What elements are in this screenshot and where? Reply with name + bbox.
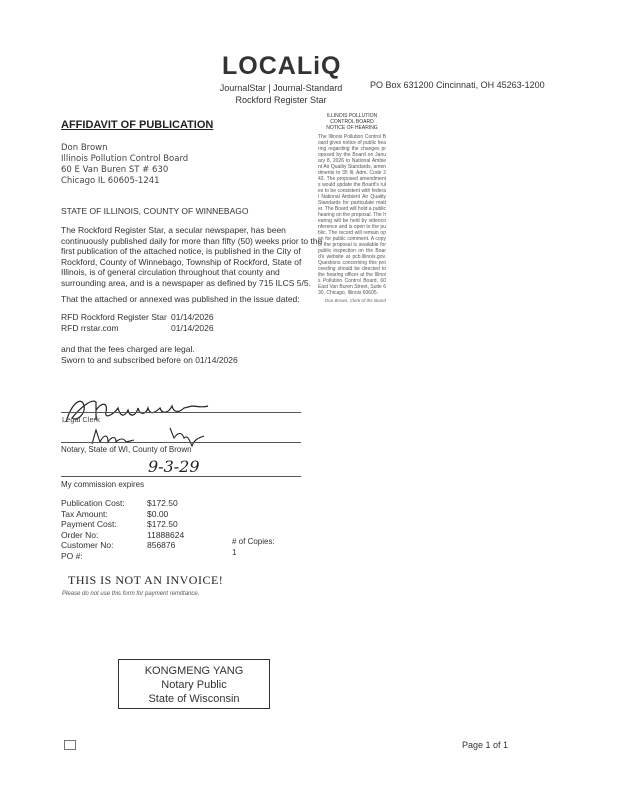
notice-title-line: ILLINOIS POLLUTION: [326, 113, 378, 119]
cost-label: Publication Cost:: [61, 498, 125, 508]
issue-date: 01/14/2026: [171, 322, 214, 333]
recipient-name: Don Brown: [61, 143, 108, 153]
affidavit-title: AFFIDAVIT OF PUBLICATION: [61, 119, 214, 131]
copies-info: [232, 537, 275, 558]
recipient-org: Illinois Pollution Control Board: [61, 154, 189, 164]
cost-label: Payment Cost:: [61, 519, 117, 529]
commission-line: [61, 476, 301, 477]
cost-value: 11888624: [147, 529, 185, 540]
cost-row: [61, 498, 178, 509]
recipient-city: Chicago IL 60605-1241: [61, 176, 160, 186]
payment-remittance-note: Please do not use this form for payment remittance.: [62, 591, 200, 597]
stamp-name: KONGMENG YANG: [144, 665, 244, 677]
document-corner-icon: [64, 740, 76, 750]
cost-row: [61, 551, 125, 562]
cost-row: [61, 519, 178, 530]
issue-name: RFD rrstar.com: [61, 322, 119, 333]
issue-dated-line: That the attached or annexed was published in the issue dated:: [61, 294, 300, 304]
notary-label: Notary, State of WI, County of Brown: [61, 445, 192, 454]
notary-signature-line: [61, 442, 301, 443]
publications-line-1: JournalStar | Journal-Standard: [219, 83, 343, 93]
cost-label: Order No:: [61, 529, 99, 540]
stamp-state: State of Wisconsin: [148, 693, 240, 705]
copies-value: 1: [232, 547, 237, 557]
publication-statement: The Rockford Register Star, a secular newspaper, has been continuously published daily for more than fifty (50) weeks prior to the first publication of the attached notice, is published in the City of Rockford, County of Winnebago, Township of Rockford, State of Illinois, is of general circulation throughout that county and surrounding area, and is a newspaper as defined by 715 ILCS 5/5.: [61, 225, 323, 288]
publications-line-2: Rockford Register Star: [235, 95, 327, 105]
cost-value: $172.50: [147, 519, 178, 529]
issue-date: 01/14/2026: [171, 312, 214, 322]
legal-notice-clipping: [318, 113, 386, 571]
notice-title-line: CONTROL BOARD: [330, 119, 374, 125]
issue-row: [61, 322, 214, 334]
state-county-line: STATE OF ILLINOIS, COUNTY OF WINNEBAGO: [61, 206, 249, 216]
recipient-address: [61, 143, 188, 187]
recipient-street: 60 E Van Buren ST # 630: [61, 165, 169, 175]
legal-clerk-label: Legal Clerk: [62, 415, 100, 424]
fees-legal-line: and that the fees charged are legal.: [61, 344, 195, 354]
handwritten-commission-date: 9-3-29: [148, 457, 200, 476]
cost-value: $172.50: [147, 498, 178, 508]
cost-label: PO #:: [61, 550, 83, 561]
notary-stamp: [118, 659, 270, 709]
cost-row: [61, 529, 185, 541]
clerk-signature-line: [61, 412, 301, 413]
issue-name: RFD Rockford Register Star: [61, 312, 167, 322]
copies-label: # of Copies:: [232, 537, 275, 546]
localiq-logo: LOCALiQ: [222, 52, 342, 80]
fees-statement: [61, 344, 238, 365]
notice-body: The Illinois Pollution Control Board gives notice of public hearing regarding the changes proposed by the Board on January 8, 2026 to National Ambient Air Quality Standards, amendments to 35 Ill. Adm. Code 243. The proposed amendments would update the Board's rules to be consistent with federal National Ambient Air Quality Standards for particulate matter. The Board will hold a public hearing on the proposal. The hearing will be held by videoconference and is open to the public. The record will remain open for public comment. A copy of the proposal is available for public inspection on the Board's website at pcb.illinois.gov. Questions concerning this proceeding should be directed to the hearing officer at the Illinois Pollution Control Board, 60 East Van Buren Street, Suite 630, Chicago, Illinois 60605.: [318, 134, 386, 296]
commission-label: My commission expires: [61, 480, 145, 489]
cost-value: $0.00: [147, 508, 169, 519]
cost-summary: [61, 498, 185, 561]
cost-row: [61, 508, 169, 520]
cost-label: Tax Amount:: [61, 508, 108, 519]
notice-title-line: NOTICE OF HEARING: [326, 125, 378, 131]
issue-row: [61, 312, 214, 323]
notice-title: [318, 113, 386, 131]
sworn-line: Sworn to and subscribed before on 01/14/2026: [61, 354, 238, 365]
publications-names: [214, 82, 348, 106]
issue-list: [61, 312, 214, 333]
not-invoice-notice: THIS IS NOT AN INVOICE!: [68, 573, 224, 587]
cost-label: Customer No:: [61, 540, 114, 550]
cost-value: 856876: [147, 540, 176, 550]
stamp-title: Notary Public: [161, 679, 227, 691]
cost-row: [61, 540, 176, 551]
notice-signature: Don Brown, Clerk of the Board: [324, 298, 386, 303]
po-box-address: PO Box 631200 Cincinnati, OH 45263-1200: [370, 80, 545, 90]
page-number: Page 1 of 1: [462, 740, 509, 750]
